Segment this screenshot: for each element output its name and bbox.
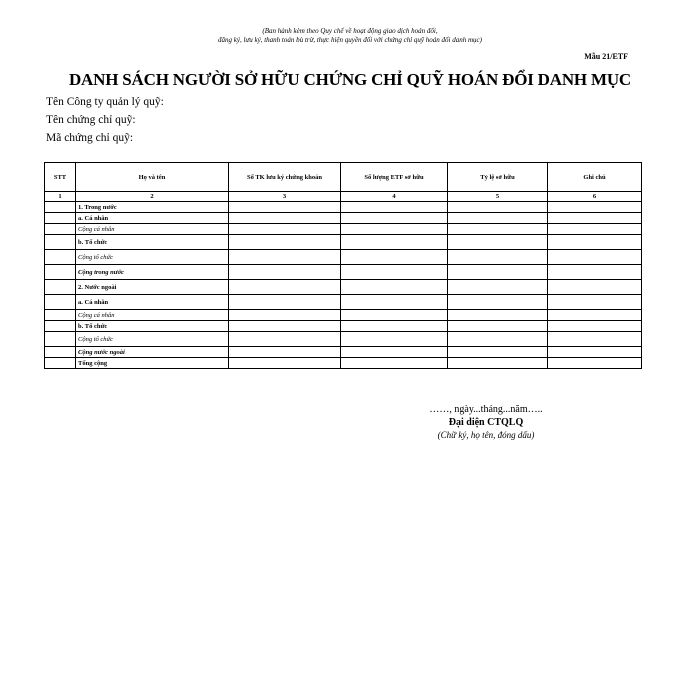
form-code: Mẫu 21/ETF: [584, 52, 628, 61]
company-field-label: Tên Công ty quản lý quỹ:: [46, 96, 164, 108]
table-row: [45, 235, 642, 250]
table-row: [45, 265, 642, 280]
row-label: a. Cá nhân: [76, 295, 229, 310]
row-label: b. Tổ chức: [76, 321, 229, 332]
total-label: Tổng cộng: [76, 358, 229, 369]
column-number: 4: [341, 192, 448, 202]
signature-note: (Chữ ký, họ tên, đóng dấu): [437, 430, 535, 440]
certificate-code-field-label: Mã chứng chỉ quỹ:: [46, 132, 134, 144]
column-number: 5: [448, 192, 548, 202]
signature-date-line: ……, ngày...tháng...năm…..: [429, 404, 543, 415]
column-number: 3: [229, 192, 341, 202]
header-etf-quantity: Số lượng ETF sở hữu: [341, 163, 448, 192]
table-row: [45, 321, 642, 332]
table-row: [45, 224, 642, 235]
row-label: 1. Trong nước: [76, 202, 229, 213]
holders-table: [44, 162, 642, 369]
column-number: 6: [548, 192, 642, 202]
row-label: Cộng tổ chức: [76, 332, 229, 347]
table-header-row: [45, 163, 642, 192]
row-label: Cộng cá nhân: [76, 310, 229, 321]
header-notes: Ghi chú: [548, 163, 642, 192]
document-title: DANH SÁCH NGƯỜI SỞ HỮU CHỨNG CHỈ QUỸ HOÁN ĐỔI DANH MỤC: [68, 70, 631, 89]
table-row: [45, 332, 642, 347]
table-row: [45, 250, 642, 265]
column-number: 2: [76, 192, 229, 202]
table-row: [45, 310, 642, 321]
table-row: [45, 213, 642, 224]
table-row: [45, 202, 642, 213]
row-label: b. Tổ chức: [76, 235, 229, 250]
column-number-row: [45, 192, 642, 202]
regulation-note-line-1: (Ban hành kèm theo Quy chế về hoạt động giao dịch hoán đổi,: [262, 27, 438, 35]
header-stt: STT: [45, 163, 76, 192]
regulation-note-line-2: đăng ký, lưu ký, thanh toán bù trừ, thực hiện quyền đối với chứng chỉ quỹ hoán đổi danh mục): [218, 36, 482, 44]
row-label: a. Cá nhân: [76, 213, 229, 224]
row-label: Cộng tổ chức: [76, 250, 229, 265]
row-label: 2. Nước ngoài: [76, 280, 229, 295]
table-row: [45, 280, 642, 295]
column-number: 1: [45, 192, 76, 202]
certificate-name-field-label: Tên chứng chỉ quỹ:: [46, 114, 136, 126]
table-row: [45, 347, 642, 358]
table-row: [45, 295, 642, 310]
row-label: Cộng cá nhân: [76, 224, 229, 235]
total-row: [45, 358, 642, 369]
header-full-name: Họ và tên: [76, 163, 229, 192]
row-label: Cộng nước ngoài: [76, 347, 229, 358]
signature-role: Đại diện CTQLQ: [448, 417, 524, 428]
header-ownership-ratio: Tỷ lệ sở hữu: [448, 163, 548, 192]
header-account-number: Số TK lưu ký chứng khoán: [229, 163, 341, 192]
row-label: Cộng trong nước: [76, 265, 229, 280]
